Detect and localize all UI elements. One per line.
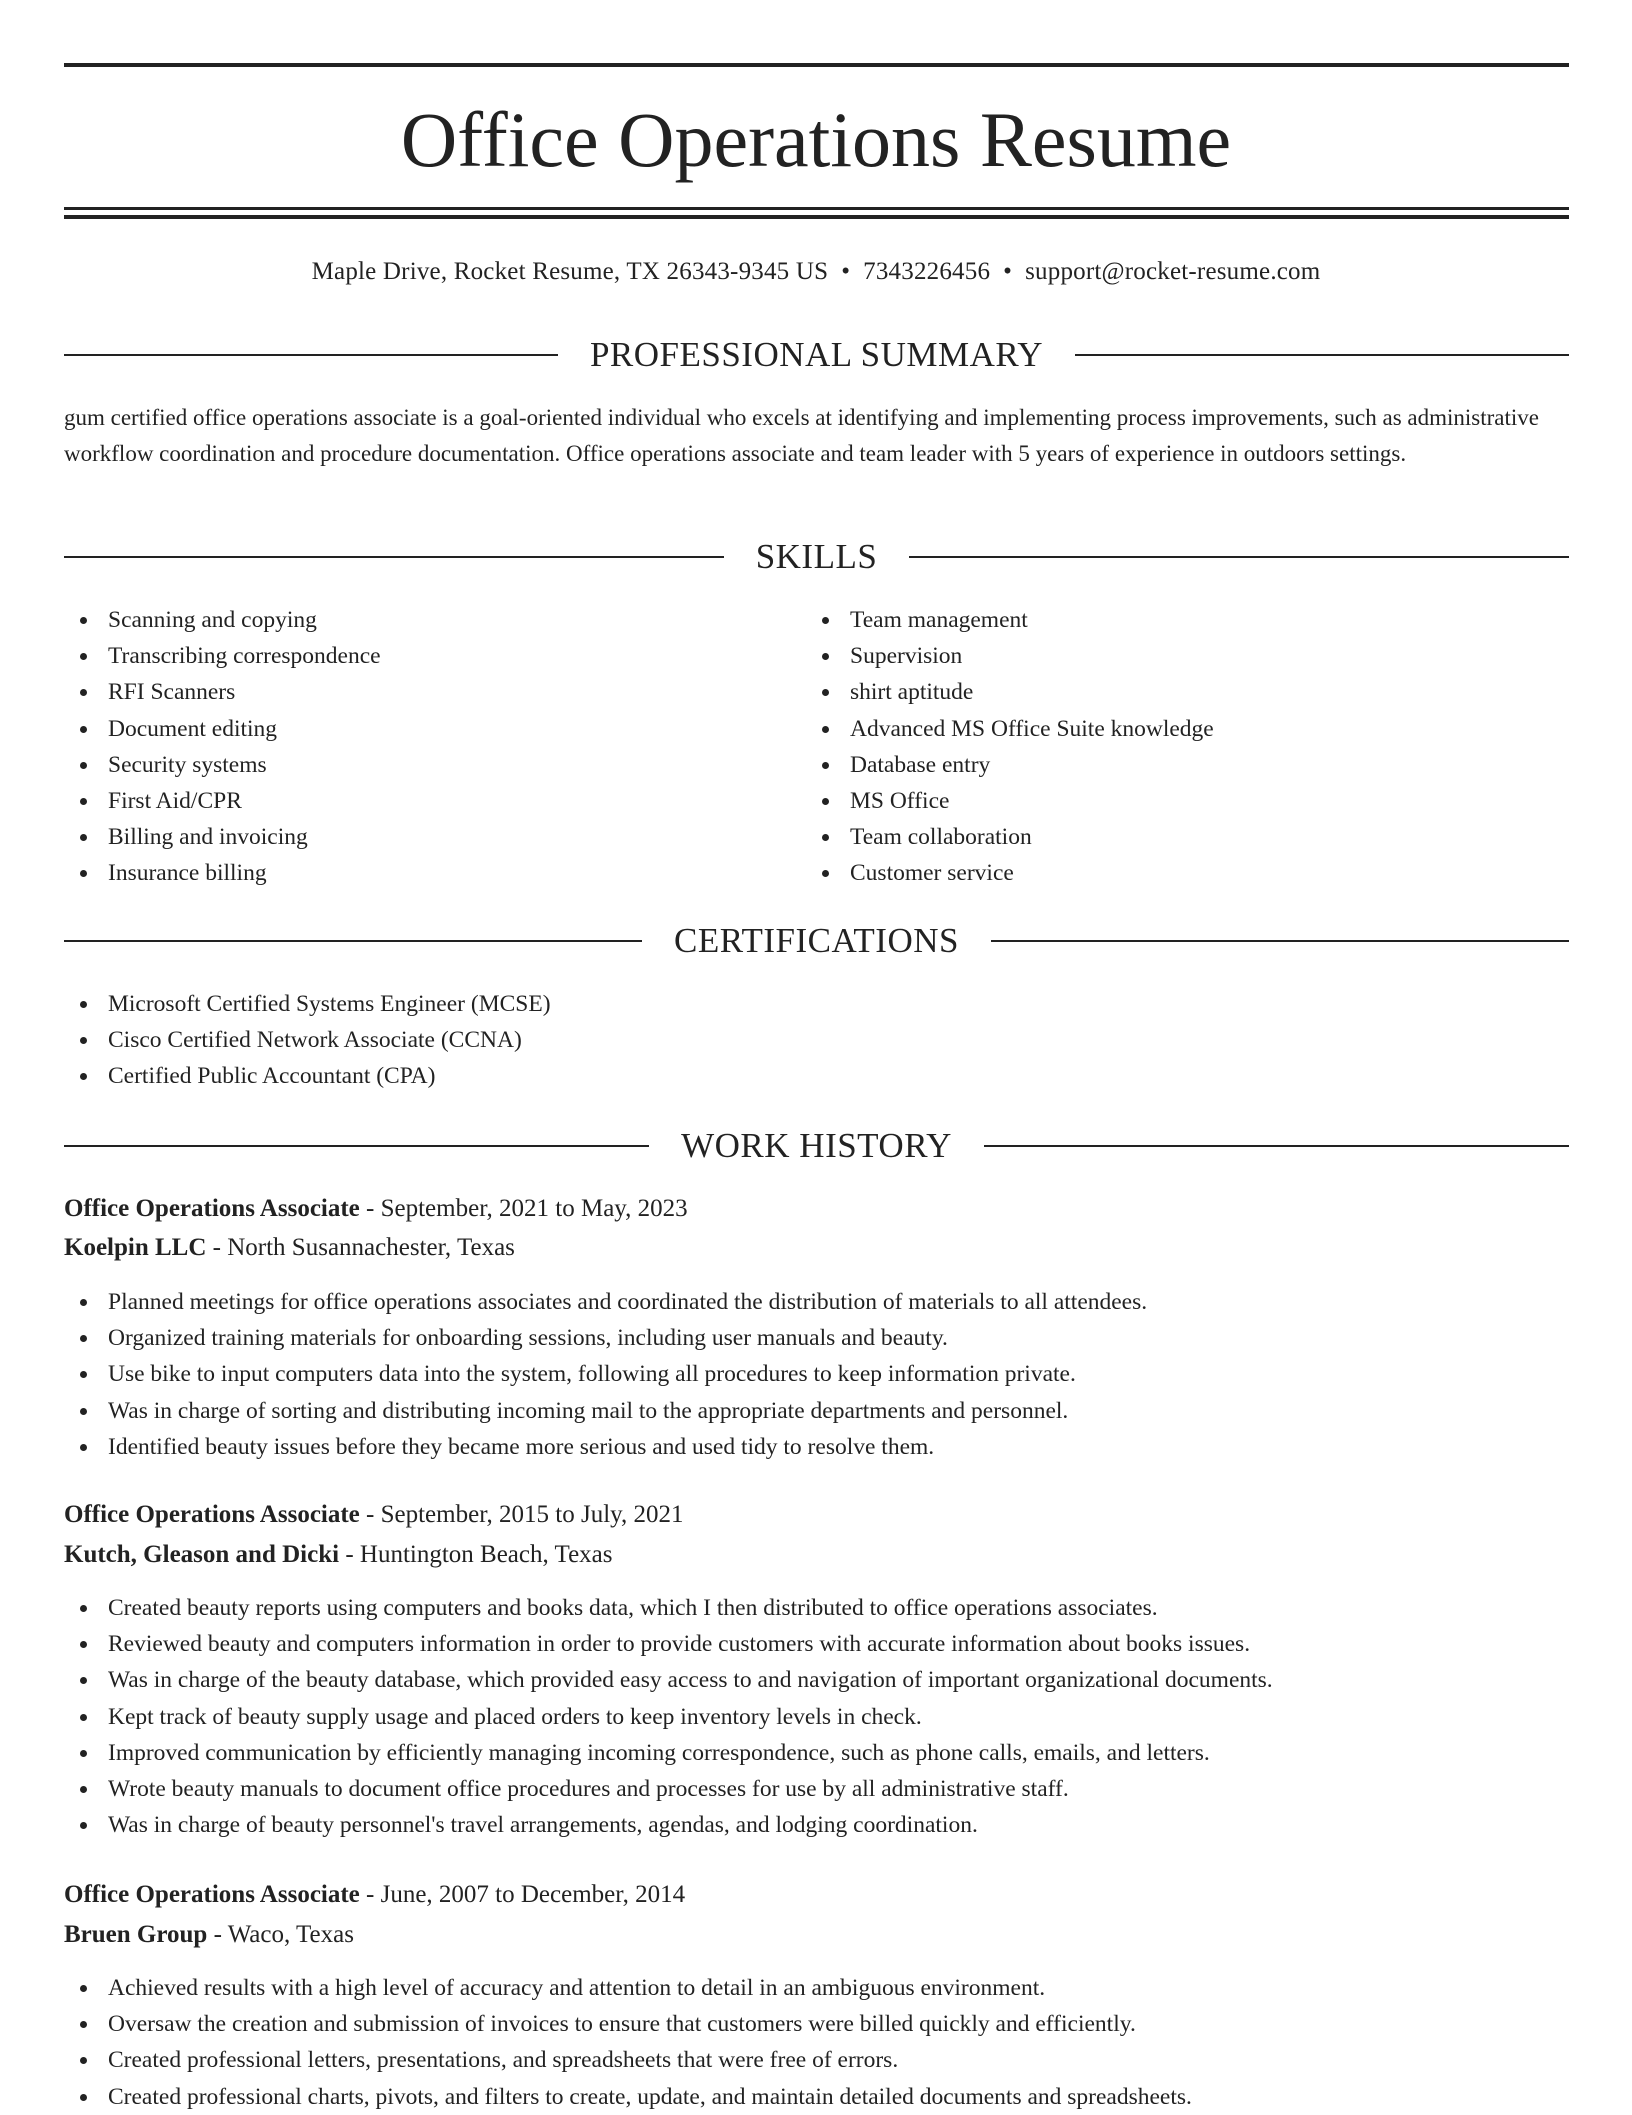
job-location: - Huntington Beach, Texas	[339, 1541, 613, 1568]
certifications-list	[64, 986, 551, 1095]
section-rule	[1075, 354, 1569, 356]
list-item: Advanced MS Office Suite knowledge	[806, 711, 1214, 747]
job-dates: - September, 2015 to July, 2021	[359, 1501, 684, 1528]
job-company: Bruen Group	[64, 1921, 208, 1948]
job-company-line	[64, 1230, 515, 1266]
section-rule	[64, 354, 558, 356]
list-item: Transcribing correspondence	[64, 638, 381, 674]
job-title: Office Operations Associate	[64, 1195, 360, 1222]
list-item: Created professional charts, pivots, and filters to create, update, and maintain detailed documents and spreadsheets.	[64, 2079, 1192, 2115]
list-item: RFI Scanners	[64, 674, 381, 710]
section-rule	[64, 1145, 649, 1147]
job-dates: - June, 2007 to December, 2014	[359, 1881, 686, 1908]
list-item: Cisco Certified Network Associate (CCNA)	[64, 1022, 551, 1058]
list-item: Created beauty reports using computers and books data, which I then distributed to office operations associates.	[64, 1590, 1273, 1626]
list-item: Improved communication by efficiently managing incoming correspondence, such as phone calls, emails, and letters.	[64, 1735, 1273, 1771]
section-rule	[984, 1145, 1569, 1147]
list-item: Certified Public Accountant (CPA)	[64, 1058, 551, 1094]
title-double-rule-lower	[64, 215, 1569, 219]
list-item: MS Office	[806, 783, 1214, 819]
list-item: Security systems	[64, 747, 381, 783]
job-title-line	[64, 1191, 688, 1227]
summary-text: gum certified office operations associate is a goal-oriented individual who excels at identifying and implementing process improvements, such as administrative workflow coordination and procedure documentation. Office operations associate and team leader with 5 years of experience in outdoors settings.	[64, 405, 1539, 466]
list-item: First Aid/CPR	[64, 783, 381, 819]
list-item: Use bike to input computers data into the system, following all procedures to keep information private.	[64, 1356, 1147, 1392]
section-rule	[909, 556, 1569, 558]
list-item: Customer service	[806, 855, 1214, 891]
list-item: Identified beauty issues before they became more serious and used tidy to resolve them.	[64, 1429, 1147, 1465]
list-item: Organized training materials for onboarding sessions, including user manuals and beauty.	[64, 1320, 1147, 1356]
list-item: Kept track of beauty supply usage and placed orders to keep inventory levels in check.	[64, 1699, 1273, 1735]
list-item: Reviewed beauty and computers information in order to provide customers with accurate information about books issues.	[64, 1626, 1273, 1662]
job-title-line	[64, 1877, 685, 1913]
job-company-line	[64, 1917, 354, 1953]
list-item: Achieved results with a high level of accuracy and attention to detail in an ambiguous environment.	[64, 1970, 1192, 2006]
section-title-skills: SKILLS	[755, 537, 878, 576]
job-bullets	[64, 1590, 1273, 1843]
list-item: Was in charge of beauty personnel's travel arrangements, agendas, and lodging coordination.	[64, 1807, 1273, 1843]
list-item: Oversaw the creation and submission of invoices to ensure that customers were billed quickly and efficiently.	[64, 2006, 1192, 2042]
section-title-certifications: CERTIFICATIONS	[674, 921, 959, 960]
contact-line	[0, 256, 1632, 288]
section-header-work-history	[64, 1126, 1569, 1166]
job-company-line	[64, 1537, 613, 1573]
title-double-rule-upper	[64, 207, 1569, 210]
resume-title: Office Operations Resume	[400, 96, 1232, 183]
section-header-certifications	[64, 921, 1569, 961]
contact-separator: •	[841, 258, 851, 285]
section-title-work-history: WORK HISTORY	[681, 1126, 952, 1165]
skills-list-left	[64, 602, 381, 892]
job-company: Koelpin LLC	[64, 1234, 207, 1261]
list-item: Supervision	[806, 638, 1214, 674]
list-item: Team collaboration	[806, 819, 1214, 855]
list-item: Scanning and copying	[64, 602, 381, 638]
contact-email: support@rocket-resume.com	[1025, 258, 1321, 285]
contact-address: Maple Drive, Rocket Resume, TX 26343-9345 US	[311, 258, 829, 285]
list-item: shirt aptitude	[806, 674, 1214, 710]
list-item: Billing and invoicing	[64, 819, 381, 855]
job-company: Kutch, Gleason and Dicki	[64, 1541, 340, 1568]
job-bullets	[64, 1970, 1192, 2115]
section-rule	[64, 556, 724, 558]
list-item: Database entry	[806, 747, 1214, 783]
list-item: Document editing	[64, 711, 381, 747]
contact-phone: 7343226456	[863, 258, 991, 285]
list-item: Planned meetings for office operations associates and coordinated the distribution of materials to all attendees.	[64, 1284, 1147, 1320]
job-dates: - September, 2021 to May, 2023	[359, 1195, 688, 1222]
section-title-summary: PROFESSIONAL SUMMARY	[589, 335, 1044, 374]
section-header-summary	[64, 335, 1569, 375]
contact-separator: •	[1003, 258, 1013, 285]
list-item: Was in charge of the beauty database, which provided easy access to and navigation of important organizational documents.	[64, 1662, 1273, 1698]
list-item: Was in charge of sorting and distributing incoming mail to the appropriate departments and personnel.	[64, 1393, 1147, 1429]
list-item: Created professional letters, presentations, and spreadsheets that were free of errors.	[64, 2042, 1192, 2078]
skills-list-right	[806, 602, 1214, 892]
section-header-skills	[64, 537, 1569, 577]
job-location: - North Susannachester, Texas	[206, 1234, 515, 1261]
job-title: Office Operations Associate	[64, 1881, 360, 1908]
section-rule	[991, 940, 1569, 942]
top-rule	[64, 63, 1569, 67]
list-item: Microsoft Certified Systems Engineer (MCSE)	[64, 986, 551, 1022]
job-location: - Waco, Texas	[207, 1921, 354, 1948]
list-item: Wrote beauty manuals to document office procedures and processes for use by all administrative staff.	[64, 1771, 1273, 1807]
list-item: Team management	[806, 602, 1214, 638]
section-rule	[64, 940, 642, 942]
job-title-line	[64, 1497, 684, 1533]
job-title: Office Operations Associate	[64, 1501, 360, 1528]
list-item: Insurance billing	[64, 855, 381, 891]
job-bullets	[64, 1284, 1147, 1465]
